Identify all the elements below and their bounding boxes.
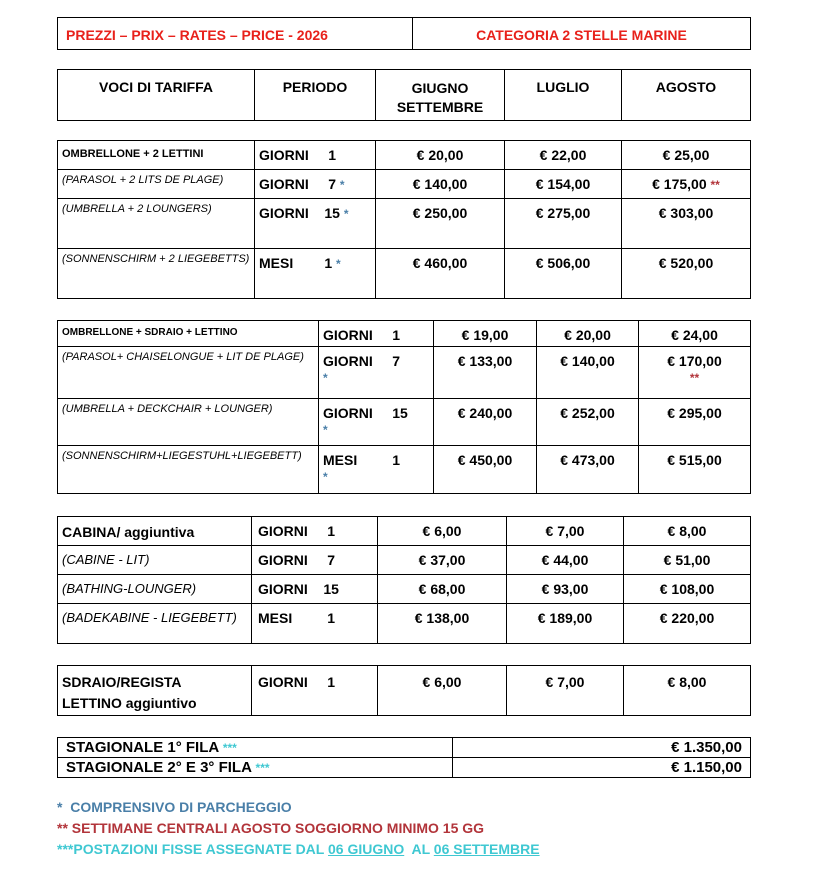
row-period: GIORNI 7: [252, 546, 378, 575]
parking-marker: *: [323, 470, 328, 484]
price-giugno: € 460,00: [376, 249, 505, 299]
price-agosto: € 520,00: [622, 249, 751, 299]
parking-marker: *: [323, 423, 328, 437]
row-label: (PARASOL + 2 LITS DE PLAGE): [58, 170, 255, 199]
row-period: GIORNI 1: [252, 666, 378, 716]
header-title: PREZZI – PRIX – RATES – PRICE - 2026: [58, 18, 413, 50]
row-period: GIORNI 15: [252, 575, 378, 604]
section-cabina: [57, 516, 751, 644]
row-label: (SONNENSCHIRM + 2 LIEGEBETTS): [58, 249, 255, 299]
price-giugno: € 138,00: [378, 604, 507, 644]
col-periodo: PERIODO: [255, 70, 376, 121]
row-label: SDRAIO/REGISTA LETTINO aggiuntivo: [58, 666, 252, 716]
row-label: OMBRELLONE + 2 LETTINI: [58, 141, 255, 170]
price-giugno: € 20,00: [376, 141, 505, 170]
col-agosto: AGOSTO: [622, 70, 751, 121]
price-giugno: € 240,00: [434, 399, 537, 446]
note-parking: * COMPRENSIVO DI PARCHEGGIO: [57, 799, 292, 815]
price-agosto: € 220,00: [624, 604, 751, 644]
price-luglio: € 7,00: [507, 666, 624, 716]
price-luglio: € 22,00: [505, 141, 622, 170]
parking-marker: *: [323, 371, 328, 385]
header-category: CATEGORIA 2 STELLE MARINE: [413, 18, 751, 50]
price-agosto: € 303,00: [622, 199, 751, 249]
price-giugno: € 68,00: [378, 575, 507, 604]
price-luglio: € 20,00: [537, 321, 639, 347]
row-label: (BATHING-LOUNGER): [58, 575, 252, 604]
row-label: (CABINE - LIT): [58, 546, 252, 575]
section-ombrellone-2-lettini: [57, 140, 751, 299]
price-luglio: € 154,00: [505, 170, 622, 199]
price-luglio: € 506,00: [505, 249, 622, 299]
price-luglio: € 93,00: [507, 575, 624, 604]
seasonal-label: STAGIONALE 2° E 3° FILA ***: [58, 758, 453, 778]
price-agosto: € 8,00: [624, 517, 751, 546]
row-period: GIORNI 1: [252, 517, 378, 546]
row-label: (BADEKABINE - LIEGEBETT): [58, 604, 252, 644]
note-min-stay: ** SETTIMANE CENTRALI AGOSTO SOGGIORNO MINIMO 15 GG: [57, 820, 485, 836]
row-label: OMBRELLONE + SDRAIO + LETTINO: [58, 321, 319, 347]
row-period: GIORNI 7 *: [255, 170, 376, 199]
price-agosto: € 8,00: [624, 666, 751, 716]
row-label: CABINA/ aggiuntiva: [58, 517, 252, 546]
row-period: GIORNI 15 *: [255, 199, 376, 249]
col-giugno: GIUGNO SETTEMBRE: [376, 70, 505, 121]
price-giugno: € 140,00: [376, 170, 505, 199]
price-luglio: € 140,00: [537, 347, 639, 399]
seasonal-price: € 1.350,00: [453, 738, 751, 758]
row-period: MESI 1 *: [319, 446, 434, 494]
price-giugno: € 6,00: [378, 666, 507, 716]
column-headers: [57, 69, 751, 121]
price-luglio: € 252,00: [537, 399, 639, 446]
price-agosto: € 108,00: [624, 575, 751, 604]
seasonal-price: € 1.150,00: [453, 758, 751, 778]
price-agosto: € 175,00 **: [622, 170, 751, 199]
min-stay-marker: **: [689, 371, 700, 385]
price-agosto: € 51,00: [624, 546, 751, 575]
row-label: (PARASOL+ CHAISELONGUE + LIT DE PLAGE): [58, 347, 319, 399]
header-bar: [57, 17, 751, 50]
row-period: GIORNI 1: [319, 321, 434, 347]
section-ombrellone-sdraio-lettino: [57, 320, 751, 494]
price-agosto: € 25,00: [622, 141, 751, 170]
parking-marker: *: [343, 207, 349, 221]
min-stay-marker: **: [710, 178, 720, 192]
price-luglio: € 275,00: [505, 199, 622, 249]
row-period: GIORNI 1: [255, 141, 376, 170]
price-giugno: € 37,00: [378, 546, 507, 575]
fixed-spot-marker: ***: [222, 741, 237, 755]
row-period: MESI 1 *: [255, 249, 376, 299]
price-agosto: € 24,00: [639, 321, 751, 347]
row-period: GIORNI 7 *: [319, 347, 434, 399]
price-agosto: € 295,00: [639, 399, 751, 446]
price-luglio: € 189,00: [507, 604, 624, 644]
price-agosto: € 170,00 **: [639, 347, 751, 399]
price-giugno: € 250,00: [376, 199, 505, 249]
row-period: GIORNI 15 *: [319, 399, 434, 446]
price-luglio: € 44,00: [507, 546, 624, 575]
section-sdraio-regista: [57, 665, 751, 716]
parking-marker: *: [339, 178, 345, 192]
seasonal-label: STAGIONALE 1° FILA ***: [58, 738, 453, 758]
parking-marker: *: [336, 257, 341, 271]
price-giugno: € 133,00: [434, 347, 537, 399]
price-giugno: € 450,00: [434, 446, 537, 494]
row-period: MESI 1: [252, 604, 378, 644]
price-luglio: € 473,00: [537, 446, 639, 494]
price-agosto: € 515,00: [639, 446, 751, 494]
section-stagionale: [57, 737, 751, 778]
fixed-spot-marker: ***: [255, 761, 270, 775]
price-giugno: € 6,00: [378, 517, 507, 546]
col-luglio: LUGLIO: [505, 70, 622, 121]
row-label: (SONNENSCHIRM+LIEGESTUHL+LIEGEBETT): [58, 446, 319, 494]
price-giugno: € 19,00: [434, 321, 537, 347]
price-luglio: € 7,00: [507, 517, 624, 546]
col-voci: VOCI DI TARIFFA: [58, 70, 255, 121]
row-label: (UMBRELLA + 2 LOUNGERS): [58, 199, 255, 249]
note-fixed-spots: ***POSTAZIONI FISSE ASSEGNATE DAL 06 GIUGNO AL 06 SETTEMBRE: [57, 841, 540, 857]
row-label: (UMBRELLA + DECKCHAIR + LOUNGER): [58, 399, 319, 446]
